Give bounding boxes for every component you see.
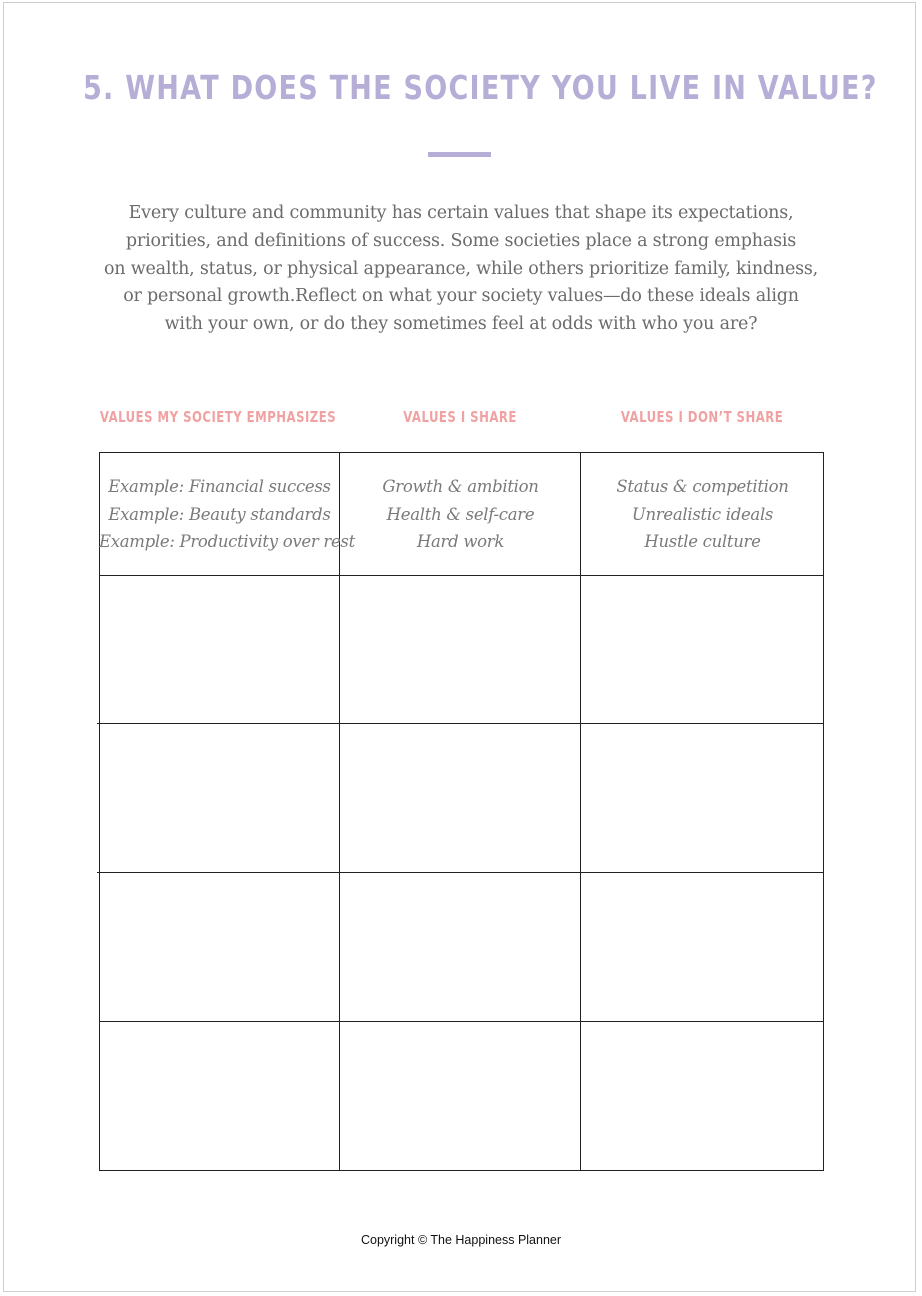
writing-cell[interactable]: [100, 873, 339, 1021]
intro-line: on wealth, status, or physical appearance, while others prioritize family, kindness,: [103, 258, 819, 279]
writing-cell[interactable]: [100, 1022, 339, 1170]
copyright-footer: Copyright © The Happiness Planner: [360, 1233, 562, 1247]
example-text: Status & competition: [616, 477, 789, 496]
intro-paragraph: [100, 200, 822, 339]
column-header-values-i-share: VALUES I SHARE: [403, 408, 517, 426]
writing-cell[interactable]: [581, 873, 823, 1021]
example-text: Hustle culture: [644, 532, 761, 551]
example-cell-values-i-share: [340, 473, 581, 556]
example-text: Growth & ambition: [382, 477, 539, 496]
page-title: 5. WHAT DOES THE SOCIETY YOU LIVE IN VALUE?: [82, 68, 878, 107]
table-border-top: [99, 452, 824, 453]
writing-cell[interactable]: [581, 724, 823, 872]
example-text: Health & self-care: [386, 504, 535, 524]
writing-cell[interactable]: [581, 1022, 823, 1170]
writing-cell[interactable]: [100, 576, 339, 723]
table-row: [99, 1022, 824, 1170]
example-text: Example: Productivity over rest: [99, 532, 355, 551]
writing-cell[interactable]: [340, 576, 580, 723]
example-cell-society-emphasizes: [99, 473, 355, 556]
column-header-society-emphasizes: VALUES MY SOCIETY EMPHASIZES: [99, 408, 337, 426]
table-row: [99, 576, 824, 723]
writing-cell[interactable]: [340, 724, 580, 872]
intro-line: Every culture and community has certain values that shape its expectations,: [128, 203, 794, 223]
example-cell-values-i-dont-share: [581, 473, 824, 556]
intro-line: priorities, and definitions of success. Some societies place a strong emphasis: [125, 230, 797, 251]
example-text: Unrealistic ideals: [631, 504, 774, 524]
writing-cell[interactable]: [340, 873, 580, 1021]
table-row: [99, 724, 824, 872]
column-header-values-i-dont-share: VALUES I DON’T SHARE: [620, 408, 784, 426]
writing-cell[interactable]: [100, 724, 339, 872]
writing-cell[interactable]: [581, 576, 823, 723]
table-row: [99, 873, 824, 1021]
title-divider: [428, 152, 491, 157]
intro-line: with your own, or do they sometimes feel at odds with who you are?: [164, 314, 758, 335]
example-text: Hard work: [416, 532, 505, 551]
example-text: Example: Financial success: [108, 477, 331, 496]
intro-line: or personal growth.Reflect on what your society values—do these ideals align: [123, 286, 799, 307]
writing-cell[interactable]: [340, 1022, 580, 1170]
example-text: Example: Beauty standards: [108, 504, 331, 524]
table-border-bottom: [99, 1170, 824, 1171]
